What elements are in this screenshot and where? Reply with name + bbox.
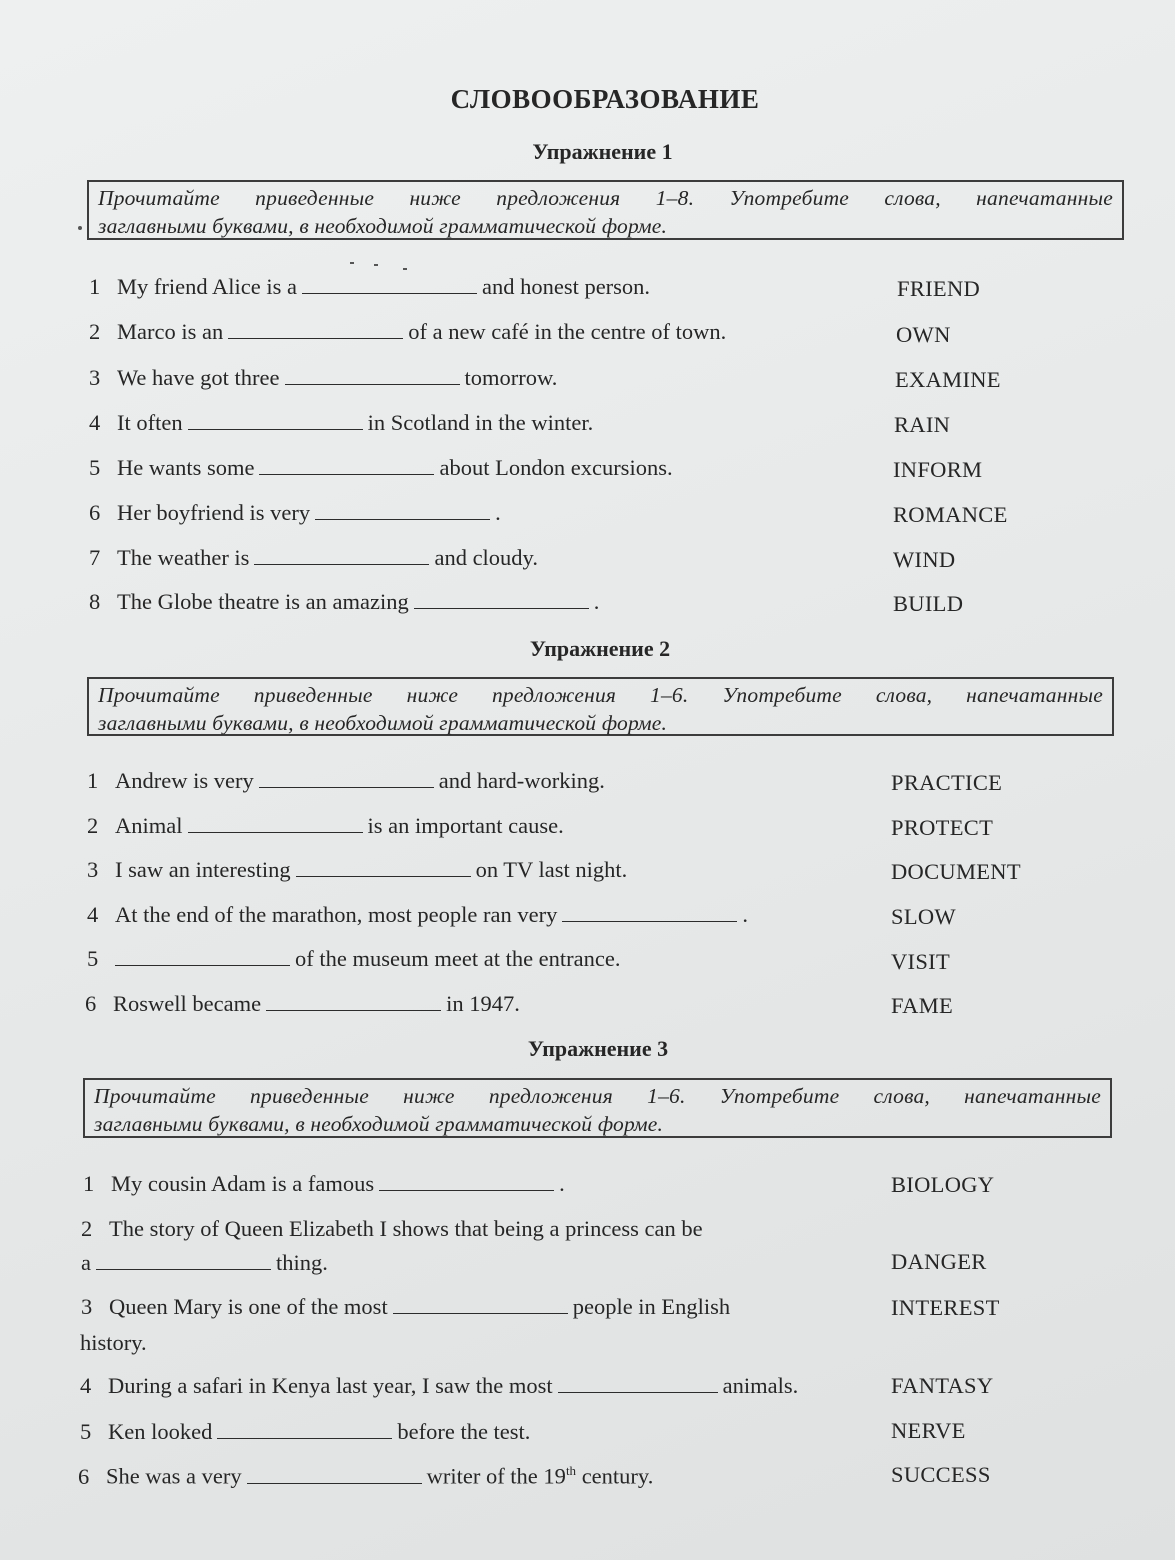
exercise-1-item-7: 7 The weather is and cloudy.	[89, 545, 538, 570]
answer-blank[interactable]	[254, 546, 429, 565]
keyword: DANGER	[891, 1249, 987, 1274]
answer-blank[interactable]	[188, 814, 363, 833]
answer-blank[interactable]	[96, 1251, 271, 1270]
paper-speck	[374, 264, 378, 266]
answer-blank[interactable]	[285, 366, 460, 385]
keyword: SLOW	[891, 904, 956, 929]
answer-blank[interactable]	[188, 411, 363, 430]
exercise-2-item-2: 2 Animal is an important cause.	[87, 813, 564, 838]
keyword: EXAMINE	[895, 367, 1001, 392]
answer-blank[interactable]	[217, 1420, 392, 1439]
exercise-3-item-2-continuation: a thing.	[81, 1250, 328, 1275]
exercise-3-item-5: 5 Ken looked before the test.	[80, 1419, 531, 1444]
exercise-3-item-1: 1 My cousin Adam is a famous .	[83, 1171, 565, 1196]
exercise-1-item-1: 1 My friend Alice is a and honest person.	[89, 274, 651, 299]
exercise-3-item-3: 3 Queen Mary is one of the most people in English	[81, 1294, 731, 1319]
answer-blank[interactable]	[414, 590, 589, 609]
exercise-1-heading: Упражнение 1	[532, 139, 673, 164]
keyword: PROTECT	[891, 815, 994, 840]
answer-blank[interactable]	[259, 456, 434, 475]
answer-blank[interactable]	[228, 320, 403, 339]
exercise-1-item-3: 3 We have got three tomorrow.	[89, 365, 558, 390]
exercise-2-item-1: 1 Andrew is very and hard-working.	[87, 768, 605, 793]
answer-blank[interactable]	[315, 501, 490, 520]
answer-blank[interactable]	[259, 769, 434, 788]
exercise-2-item-6: 6 Roswell became in 1947.	[85, 991, 520, 1016]
keyword: BUILD	[893, 591, 964, 616]
exercise-1-item-6: 6 Her boyfriend is very .	[89, 500, 501, 525]
exercise-3-item-6: 6 She was a very writer of the 19th century.	[78, 1463, 654, 1489]
answer-blank[interactable]	[558, 1374, 718, 1393]
keyword: DOCUMENT	[891, 859, 1021, 884]
exercise-2-heading: Упражнение 2	[529, 636, 671, 661]
exercise-3-instruction: Прочитайте приведенные ниже предложения 1–6. Употребите слова, напечатанные заглавными буквами, в необходимой грамматической форме.	[83, 1078, 1112, 1138]
keyword: OWN	[896, 322, 951, 347]
exercise-2-instruction: Прочитайте приведенные ниже предложения 1–6. Употребите слова, напечатанные заглавными буквами, в необходимой грамматической форме.	[87, 677, 1114, 736]
answer-blank[interactable]	[379, 1172, 554, 1191]
paper-speck	[350, 262, 354, 264]
answer-blank[interactable]	[115, 947, 290, 966]
exercise-3-item-3-continuation: history.	[80, 1330, 147, 1355]
exercise-3-item-4: 4 During a safari in Kenya last year, I saw the most animals.	[80, 1373, 799, 1398]
keyword: SUCCESS	[891, 1462, 991, 1487]
keyword: INTEREST	[891, 1295, 1000, 1320]
exercise-2-item-3: 3 I saw an interesting on TV last night.	[87, 857, 628, 882]
exercise-2-item-4: 4 At the end of the marathon, most people ran very .	[87, 902, 748, 927]
exercise-1-item-8: 8 The Globe theatre is an amazing .	[89, 589, 600, 614]
answer-blank[interactable]	[562, 903, 737, 922]
keyword: WIND	[893, 547, 956, 572]
exercise-3-item-2: 2 The story of Queen Elizabeth I shows that being a princess can be	[81, 1216, 703, 1241]
exercise-1-item-5: 5 He wants some about London excursions.	[89, 455, 673, 480]
exercise-3-heading: Упражнение 3	[527, 1036, 669, 1061]
answer-blank[interactable]	[302, 275, 477, 294]
keyword: FAME	[891, 993, 954, 1018]
exercise-2-item-5: 5 of the museum meet at the entrance.	[87, 946, 621, 971]
answer-blank[interactable]	[247, 1465, 422, 1484]
keyword: PRACTICE	[891, 770, 1003, 795]
page-title: СЛОВООБРАЗОВАНИЕ	[450, 84, 760, 114]
keyword: INFORM	[893, 457, 983, 482]
exercise-1-instruction: Прочитайте приведенные ниже предложения 1–8. Употребите слова, напечатанные заглавными буквами, в необходимой грамматической форме.	[87, 180, 1124, 240]
paper-speck	[78, 226, 82, 230]
answer-blank[interactable]	[266, 992, 441, 1011]
answer-blank[interactable]	[296, 858, 471, 877]
answer-blank[interactable]	[393, 1295, 568, 1314]
exercise-1-item-4: 4 It often in Scotland in the winter.	[89, 410, 594, 435]
keyword: BIOLOGY	[891, 1172, 995, 1197]
paper-speck	[403, 268, 407, 270]
keyword: NERVE	[891, 1418, 966, 1443]
keyword: RAIN	[894, 412, 951, 437]
keyword: VISIT	[891, 949, 950, 974]
keyword: ROMANCE	[893, 502, 1008, 527]
keyword: FRIEND	[897, 276, 981, 301]
exercise-1-item-2: 2 Marco is an of a new café in the centre of town.	[89, 319, 727, 344]
keyword: FANTASY	[891, 1373, 994, 1398]
